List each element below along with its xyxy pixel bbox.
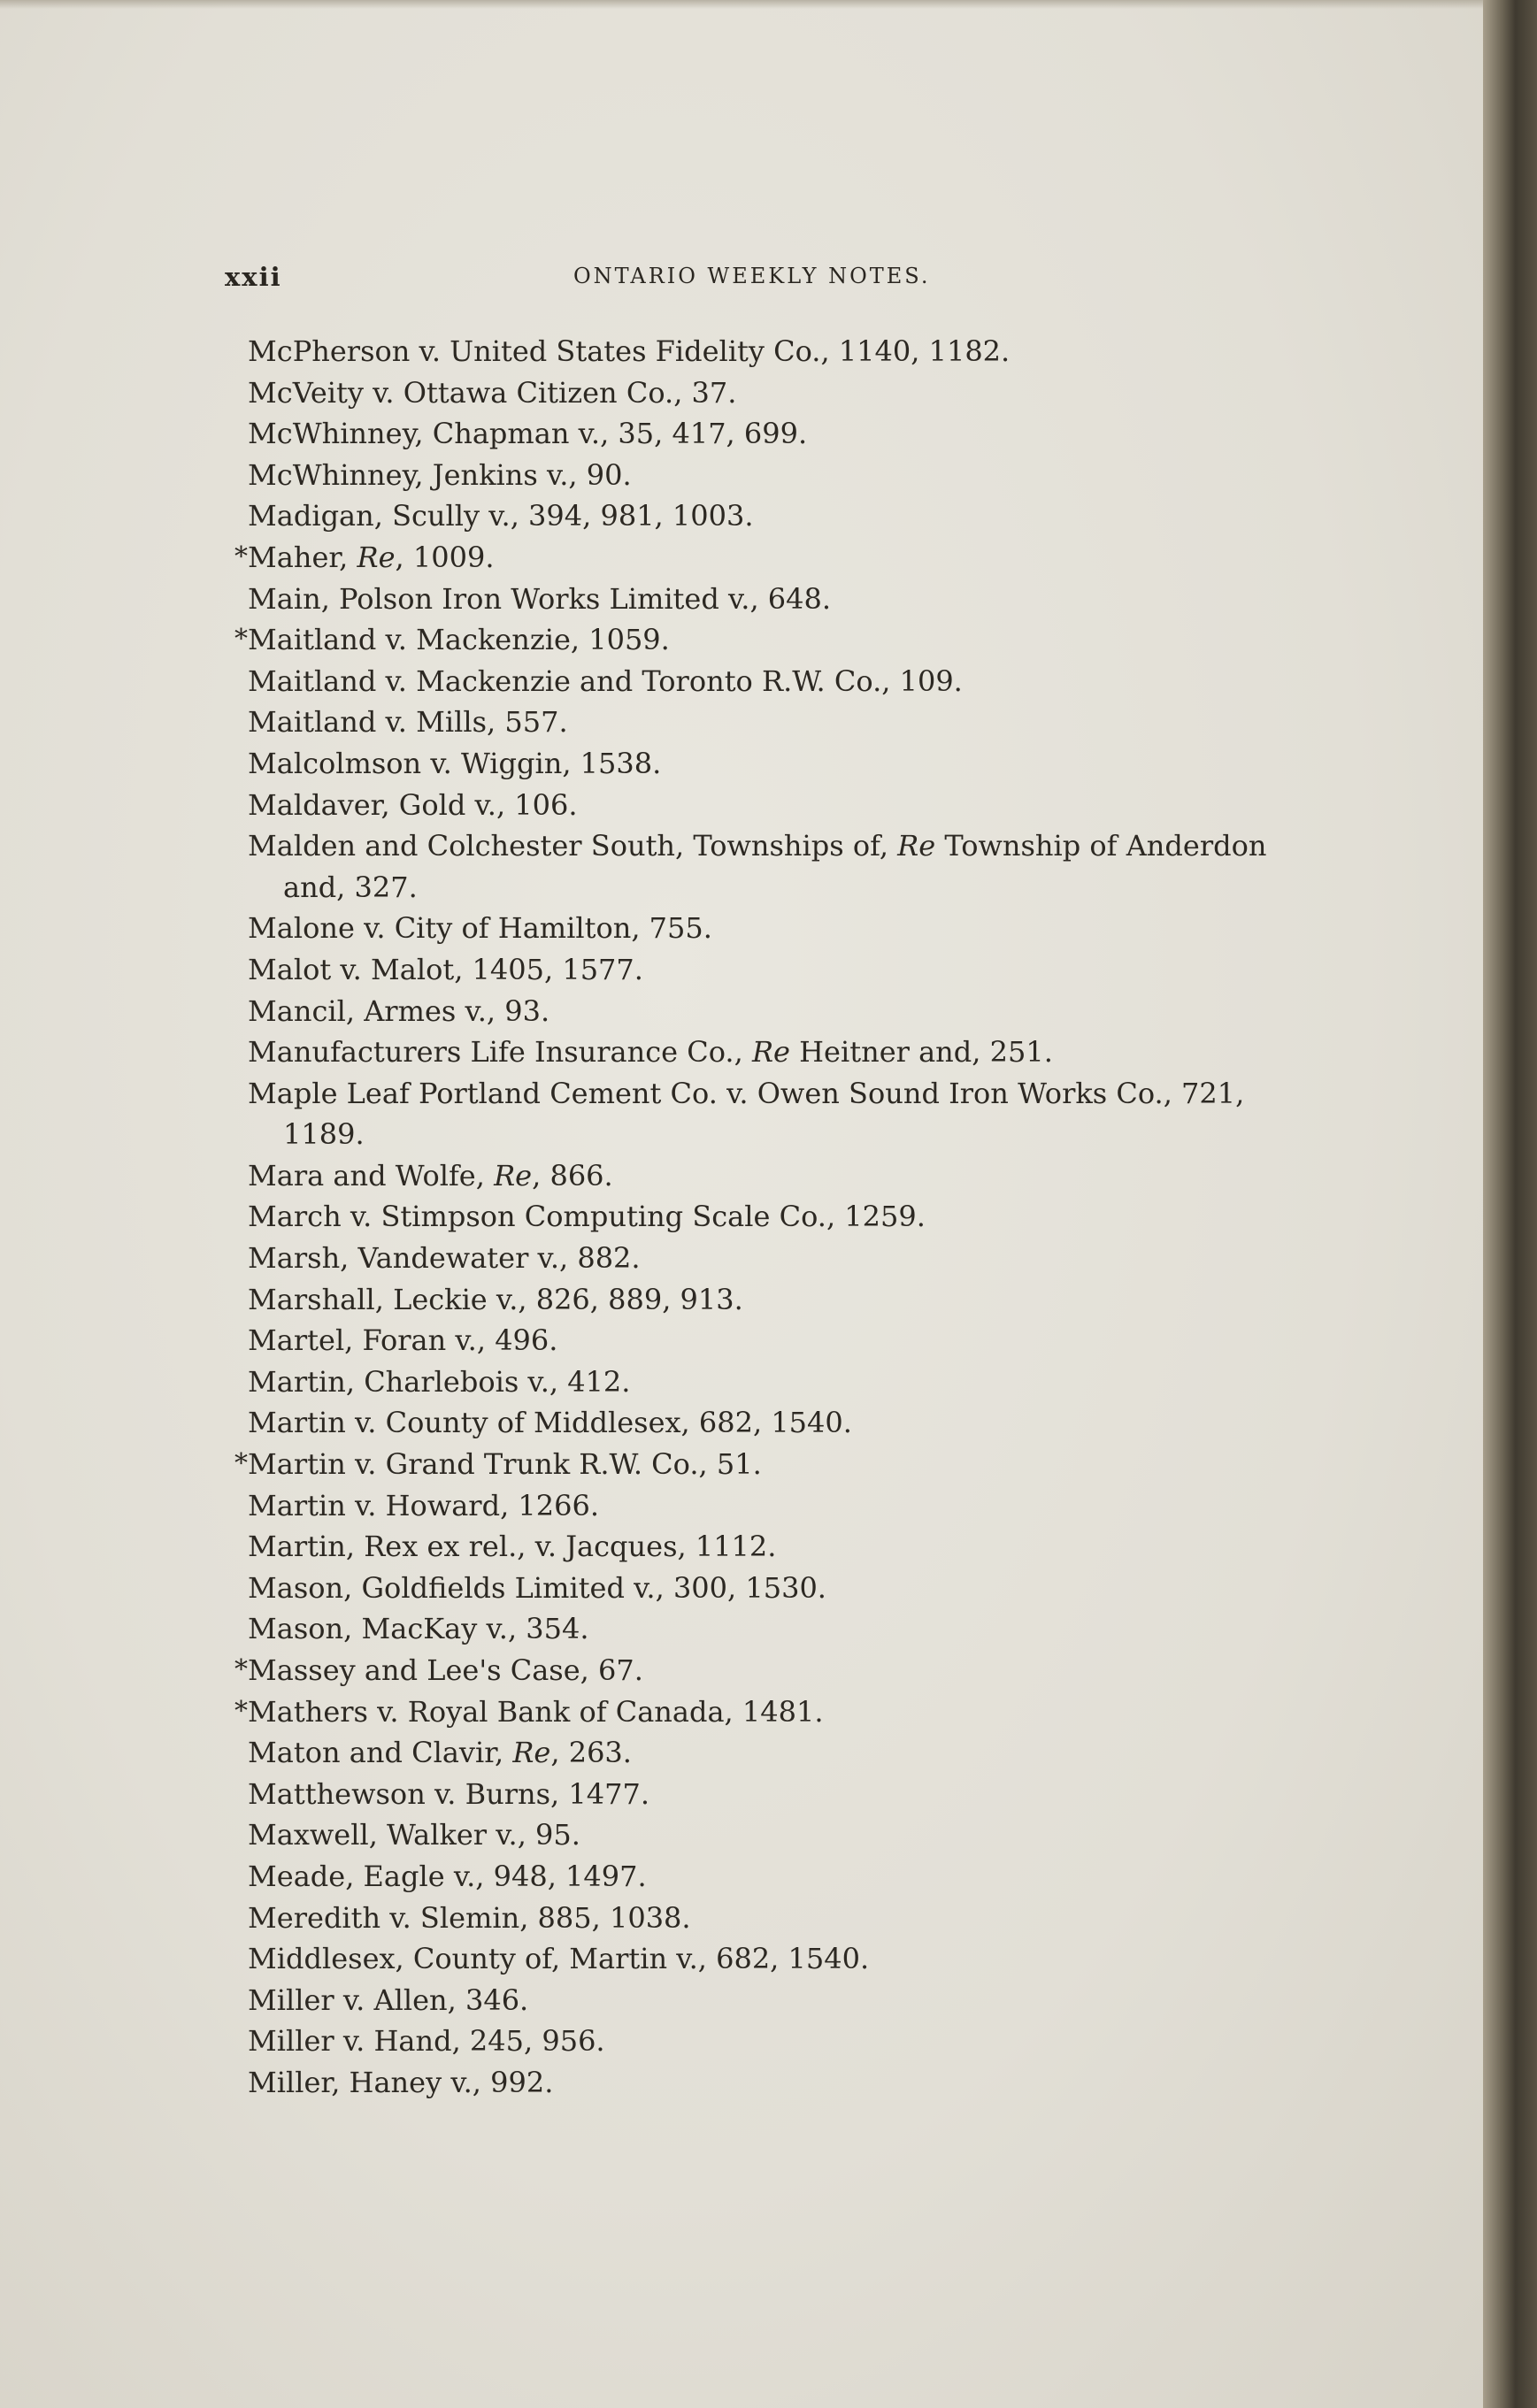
reported-case-asterisk: * <box>234 541 248 572</box>
index-entry <box>234 537 1292 579</box>
entry-text: Maher, <box>248 540 357 574</box>
index-entry <box>248 1155 1292 1197</box>
entry-text: , 263. <box>550 1736 632 1770</box>
entry-re-italic: Re <box>751 1035 790 1070</box>
entry-text: Meredith v. Slemin, 885, 1038. <box>248 1900 691 1935</box>
index-entry <box>248 1526 1292 1568</box>
entry-text: Marsh, Vandewater v., 882. <box>248 1241 641 1276</box>
entry-text: Manufacturers Life Insurance Co., <box>248 1035 752 1070</box>
index-entry <box>248 1361 1292 1403</box>
index-entry <box>248 1073 1292 1155</box>
entry-text: , 866. <box>532 1158 613 1192</box>
entry-text: Maple Leaf Portland Cement Co. v. Owen Sound Iron Works Co., 721, 1189. <box>248 1076 1245 1152</box>
index-entry <box>248 579 1292 620</box>
index-entry <box>248 1774 1292 1815</box>
entry-text: Malcolmson v. Wiggin, 1538. <box>248 746 662 780</box>
index-entry <box>248 1938 1292 1980</box>
entry-text: McVeity v. Ottawa Citizen Co., 37. <box>248 375 737 410</box>
entry-text: Heitner and, 251. <box>789 1035 1053 1070</box>
entry-text: Main, Polson Iron Works Limited v., 648. <box>248 581 832 616</box>
entry-re-italic: Re <box>357 540 396 574</box>
index-entry <box>234 1650 1292 1691</box>
entry-text: Maitland v. Mackenzie and Toronto R.W. Co., 109. <box>248 663 963 698</box>
case-index-list <box>234 331 1292 2104</box>
entry-re-italic: Re <box>512 1736 551 1770</box>
index-entry <box>248 1898 1292 1939</box>
index-entry <box>248 1814 1292 1856</box>
running-title: ONTARIO WEEKLY NOTES. <box>573 264 931 288</box>
index-entry <box>248 908 1292 949</box>
index-entry <box>234 619 1292 661</box>
entry-text: Massey and Lee's Case, 67. <box>248 1653 643 1687</box>
index-entry <box>248 949 1292 991</box>
reported-case-asterisk: * <box>234 624 248 656</box>
index-entry <box>248 743 1292 785</box>
book-spine <box>1483 0 1537 2408</box>
index-entry <box>248 785 1292 826</box>
entry-re-italic: Re <box>494 1158 533 1192</box>
index-entry <box>248 455 1292 496</box>
index-entry <box>248 1732 1292 1774</box>
entry-text: Miller v. Allen, 346. <box>248 1982 529 2017</box>
index-entry <box>248 2062 1292 2104</box>
index-entry <box>248 1031 1292 1073</box>
entry-text: Mancil, Armes v., 93. <box>248 993 550 1028</box>
index-entry <box>248 1980 1292 2021</box>
entry-text: Madigan, Scully v., 394, 981, 1003. <box>248 499 754 533</box>
index-entry <box>248 1568 1292 1609</box>
entry-text: Malone v. City of Hamilton, 755. <box>248 911 712 946</box>
index-entry <box>234 1444 1292 1485</box>
entry-text: Martel, Foran v., 496. <box>248 1323 558 1358</box>
entry-text: McPherson v. United States Fidelity Co., 1140, 1182. <box>248 334 1011 368</box>
entry-text: Maxwell, Walker v., 95. <box>248 1818 580 1852</box>
entry-text: Meade, Eagle v., 948, 1497. <box>248 1859 647 1893</box>
entry-text: Martin, Charlebois v., 412. <box>248 1364 631 1399</box>
entry-text: Miller v. Hand, 245, 956. <box>248 2024 605 2059</box>
index-entry <box>248 1485 1292 1527</box>
entry-text: Mason, Goldfields Limited v., 300, 1530. <box>248 1570 826 1605</box>
index-entry <box>248 1238 1292 1279</box>
entry-text: Miller, Haney v., 992. <box>248 2065 554 2099</box>
entry-text: Martin v. County of Middlesex, 682, 1540. <box>248 1406 852 1440</box>
page-top-shadow <box>0 0 1487 9</box>
entry-text: Martin v. Howard, 1266. <box>248 1488 600 1522</box>
entry-text: McWhinney, Chapman v., 35, 417, 699. <box>248 417 808 451</box>
entry-text: March v. Stimpson Computing Scale Co., 1259. <box>248 1200 926 1234</box>
index-entry <box>234 1691 1292 1733</box>
entry-text: Martin v. Grand Trunk R.W. Co., 51. <box>248 1447 762 1482</box>
reported-case-asterisk: * <box>234 1654 248 1685</box>
index-entry <box>248 1608 1292 1650</box>
index-entry <box>248 413 1292 455</box>
index-entry <box>248 1856 1292 1898</box>
entry-text: , 1009. <box>395 540 495 574</box>
entry-text: Mathers v. Royal Bank of Canada, 1481. <box>248 1694 824 1729</box>
index-entry <box>248 1402 1292 1444</box>
entry-text: Martin, Rex ex rel., v. Jacques, 1112. <box>248 1530 777 1564</box>
entry-text: Maitland v. Mills, 557. <box>248 705 568 740</box>
index-entry <box>248 331 1292 372</box>
index-entry <box>248 661 1292 702</box>
entry-text: Marshall, Leckie v., 826, 889, 913. <box>248 1282 743 1316</box>
entry-text: Middlesex, County of, Martin v., 682, 1540. <box>248 1942 870 1976</box>
entry-text: Malot v. Malot, 1405, 1577. <box>248 952 643 986</box>
page-number: xxii <box>225 262 282 292</box>
entry-text: Matthewson v. Burns, 1477. <box>248 1776 649 1811</box>
entry-text: Maitland v. Mackenzie, 1059. <box>248 623 670 657</box>
entry-text: Mason, MacKay v., 354. <box>248 1612 589 1646</box>
page-header <box>0 262 1487 297</box>
reported-case-asterisk: * <box>234 1448 248 1480</box>
entry-text: McWhinney, Jenkins v., 90. <box>248 457 632 492</box>
entry-text: Mara and Wolfe, <box>248 1158 495 1192</box>
entry-text: Township of Anderdon and, 327. <box>283 829 1267 904</box>
entry-re-italic: Re <box>897 829 936 863</box>
index-entry <box>248 1320 1292 1361</box>
index-entry <box>248 991 1292 1032</box>
entry-text: Maton and Clavir, <box>248 1736 513 1770</box>
entry-text: Malden and Colchester South, Townships of, <box>248 829 898 863</box>
entry-text: Maldaver, Gold v., 106. <box>248 787 578 822</box>
index-entry <box>248 2021 1292 2062</box>
reported-case-asterisk: * <box>234 1695 248 1727</box>
index-entry <box>248 372 1292 414</box>
index-entry <box>248 1196 1292 1238</box>
index-entry <box>248 825 1292 908</box>
index-entry <box>248 1279 1292 1321</box>
index-entry <box>248 495 1292 537</box>
index-entry <box>248 702 1292 743</box>
